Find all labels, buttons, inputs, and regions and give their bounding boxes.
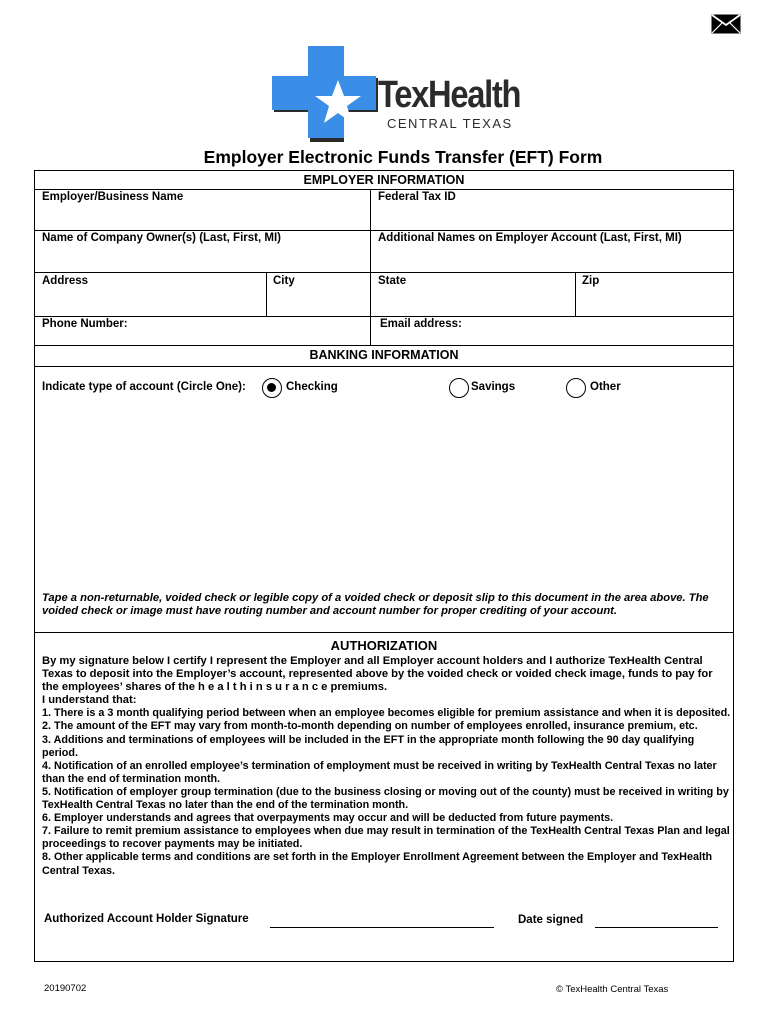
term-4: 4. Notification of an enrolled employee’s termination of employment must be received in writing by TexHealth Central Texas no later than the end of termination month. (42, 759, 717, 785)
signature-label: Authorized Account Holder Signature (44, 913, 249, 925)
voided-check-instructions: Tape a non-returnable, voided check or legible copy of a voided check or deposit slip to this document in the area above. The voided check or image must have routing number and account number for proper crediting of your account. (42, 592, 709, 618)
copyright: © TexHealth Central Texas (556, 984, 669, 995)
tax-id-label: Federal Tax ID (378, 191, 456, 203)
email-label: Email address: (380, 318, 462, 330)
banking-info-heading: BANKING INFORMATION (309, 348, 459, 362)
city-label: City (273, 275, 295, 287)
savings-label: Savings (471, 381, 516, 393)
form-title: Employer Electronic Funds Transfer (EFT) Form (203, 147, 603, 167)
address-label: Address (42, 275, 89, 287)
phone-field[interactable] (135, 316, 367, 344)
date-signed-label: Date signed (518, 914, 584, 926)
term-6: 6. Employer understands and agrees that overpayments may occur and will be deducted from future payments. (42, 812, 614, 825)
owner-name-label: Name of Company Owner(s) (Last, First, MI) (42, 232, 281, 244)
authorization-intro: By my signature below I certify I represent the Employer and all Employer account holders and I authorize TexHealth Central Texas to deposit into the Employer’s account, represented above by the voided check or voided check image, funds to pay for the employees’ shares of the h e a l t h i n s u r a n c e premiums. (42, 655, 713, 694)
logo-name: TexHealth (378, 74, 521, 116)
form-code: 20190702 (44, 983, 87, 994)
phone-label: Phone Number: (42, 318, 128, 330)
account-type-label: Indicate type of account (Circle One): (42, 381, 246, 393)
signature-line[interactable] (270, 927, 494, 928)
address-field[interactable] (36, 290, 264, 314)
email-icon[interactable] (711, 14, 741, 34)
business-name-label: Employer/Business Name (42, 191, 184, 203)
zip-field[interactable] (577, 290, 732, 314)
radio-selected-dot (267, 383, 276, 392)
additional-names-label: Additional Names on Employer Account (Last, First, MI) (378, 232, 682, 244)
authorization-body (42, 655, 732, 878)
term-2: 2. The amount of the EFT may vary from month-to-month depending on number of employees enrolled, insurance premium, etc. (42, 720, 698, 733)
other-radio[interactable] (566, 378, 586, 398)
employer-info-heading: EMPLOYER INFORMATION (303, 173, 465, 187)
zip-label: Zip (582, 275, 600, 287)
authorization-heading: AUTHORIZATION (330, 638, 438, 653)
voided-check-area (36, 402, 732, 584)
city-field[interactable] (268, 290, 368, 314)
checking-radio[interactable] (262, 378, 282, 398)
term-7: 7. Failure to remit premium assistance to employees when due may result in termination of the TexHealth Central Texas Plan and legal proceedings to recover payments may be initiated. (42, 825, 730, 851)
term-8: 8. Other applicable terms and conditions are set forth in the Employer Enrollment Agreement between the Employer and TexHealth Central Texas. (42, 851, 713, 877)
checking-label: Checking (286, 381, 338, 393)
business-name-field[interactable] (36, 206, 368, 230)
state-field[interactable] (372, 290, 573, 314)
savings-radio[interactable] (449, 378, 469, 398)
logo-subtitle: CENTRAL TEXAS (387, 116, 513, 131)
other-label: Other (590, 381, 621, 393)
term-5: 5. Notification of employer group termination (due to the business closing or moving out of the county) must be received in writing by TexHealth Central Texas no later than the end of the termination month. (42, 785, 729, 812)
owner-name-field[interactable] (36, 247, 368, 271)
state-label: State (378, 275, 407, 287)
understand-heading: I understand that: (42, 694, 137, 707)
term-1: 1. There is a 3 month qualifying period between when an employee becomes eligible for premium assistance and when it is deposited. (42, 707, 731, 720)
term-3: 3. Additions and terminations of employees will be included in the EFT in the appropriate month following the 90 day qualifying period. (42, 733, 695, 759)
additional-names-field[interactable] (372, 247, 732, 271)
tax-id-field[interactable] (372, 206, 732, 230)
date-signed-line[interactable] (595, 927, 718, 928)
email-field[interactable] (470, 316, 732, 344)
